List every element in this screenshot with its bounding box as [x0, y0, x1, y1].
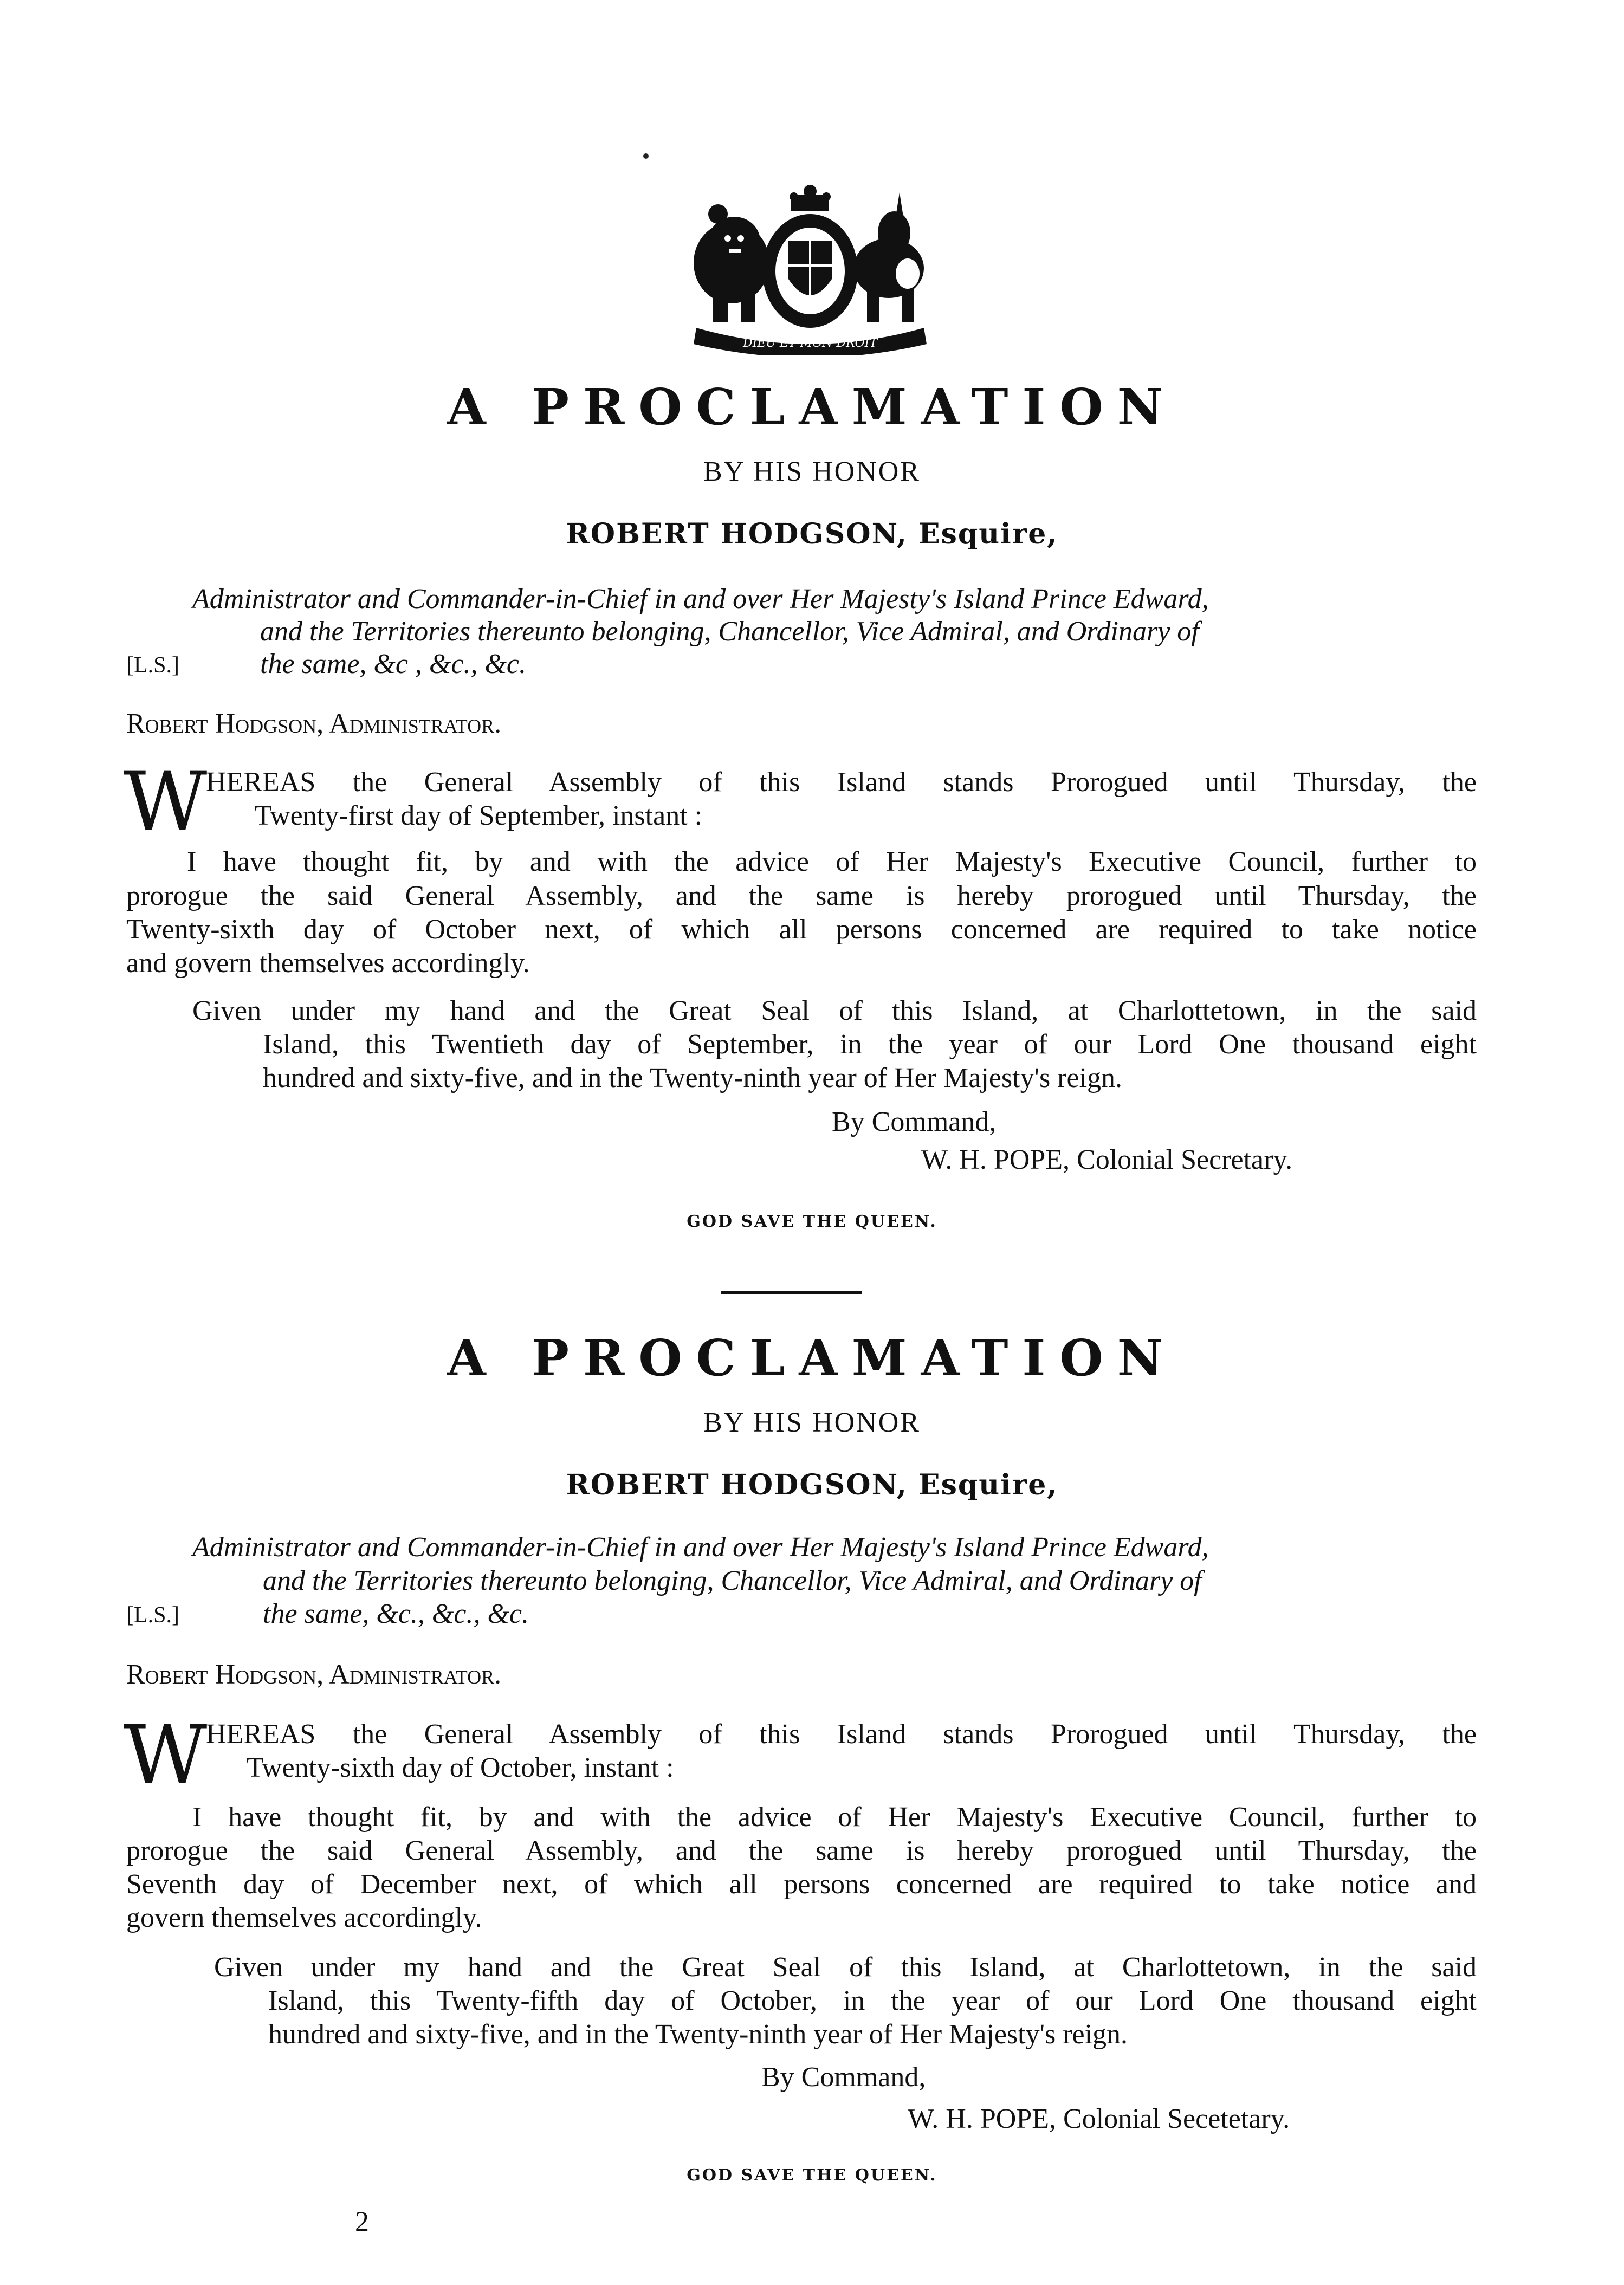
proclamation-2-given-line: Given under my hand and the Great Seal of this Island, at Charlottetown, in the said — [214, 1952, 1477, 1983]
proclamation-2-given-line: hundred and sixty-five, and in the Twenty-ninth year of Her Majesty's reign. — [268, 2019, 1128, 2050]
proclamation-1-dropcap: W — [124, 755, 208, 849]
crest-motto: DIEU ET MON DROIT — [742, 336, 878, 350]
proclamation-2-given-line: Island, this Twenty-fifth day of October, in the year of our Lord One thousand eight — [268, 1985, 1477, 2016]
proclamation-1-name: ROBERT HODGSON, Esquire, — [566, 517, 1058, 551]
proclamation-1-given-line: Given under my hand and the Great Seal of this Island, at Charlottetown, in the said — [192, 995, 1477, 1026]
proclamation-1-body-line: and govern themselves accordingly. — [126, 948, 530, 979]
proclamation-1-signed: Robert Hodgson, Administrator. — [126, 708, 502, 739]
proclamation-2-body-line: prorogue the said General Assembly, and the same is hereby prorogued until Thursday, the — [126, 1835, 1477, 1866]
proclamation-1-by-command: By Command, — [832, 1106, 997, 1137]
proclamation-2-signed: Robert Hodgson, Administrator. — [126, 1659, 502, 1690]
proclamation-2-style-line: the same, &c., &c., &c. — [263, 1598, 529, 1629]
proclamation-2-byline: BY HIS HONOR — [703, 1407, 921, 1438]
proclamation-1-style-line: Administrator and Commander-in-Chief in and over Her Majesty's Island Prince Edward, — [192, 584, 1209, 614]
proclamation-1-god-save: GOD SAVE THE QUEEN. — [687, 1212, 937, 1231]
proclamation-2-whereas-line: HEREAS the General Assembly of this Island stands Prorogued until Thursday, the — [206, 1719, 1477, 1750]
proclamation-1-seal: [L.S.] — [126, 653, 179, 678]
proclamation-2-body-line: I have thought fit, by and with the advice of Her Majesty's Executive Council, further to — [192, 1802, 1477, 1833]
proclamation-1-body-line: Twenty-sixth day of October next, of which all persons concerned are required to take notice — [126, 914, 1477, 945]
proclamation-2-name: ROBERT HODGSON, Esquire, — [566, 1468, 1058, 1501]
proclamation-2-whereas-line: Twenty-sixth day of October, instant : — [247, 1752, 674, 1783]
proclamation-1-given-line: hundred and sixty-five, and in the Twenty-ninth year of Her Majesty's reign. — [263, 1063, 1123, 1093]
page-number: 2 — [355, 2206, 369, 2237]
proclamation-2-seal: [L.S.] — [126, 1603, 179, 1628]
proclamation-1-byline: BY HIS HONOR — [703, 456, 921, 487]
proclamation-2-style-line: Administrator and Commander-in-Chief in and over Her Majesty's Island Prince Edward, — [192, 1532, 1209, 1563]
proclamation-1-given-line: Island, this Twentieth day of September, in the year of our Lord One thousand eight — [263, 1029, 1477, 1060]
stray-dot — [643, 153, 649, 159]
proclamation-1-title: A PROCLAMATION — [447, 378, 1177, 436]
proclamation-1-body-line: I have thought fit, by and with the advice of Her Majesty's Executive Council, further to — [187, 846, 1477, 877]
proclamation-2-body-line: Seventh day of December next, of which all persons concerned are required to take notice and — [126, 1869, 1477, 1900]
proclamation-2-body-line: govern themselves accordingly. — [126, 1902, 482, 1933]
proclamation-2-style-line: and the Territories thereunto belonging, Chancellor, Vice Admiral, and Ordinary of — [263, 1565, 1202, 1596]
proclamation-2-by-command: By Command, — [761, 2062, 926, 2093]
proclamation-1-secretary: W. H. POPE, Colonial Secretary. — [921, 1144, 1293, 1175]
proclamation-2-title: A PROCLAMATION — [447, 1329, 1177, 1387]
proclamation-2-secretary: W. H. POPE, Colonial Secetetary. — [908, 2103, 1290, 2134]
proclamation-1-whereas-line: HEREAS the General Assembly of this Island stands Prorogued until Thursday, the — [206, 767, 1477, 798]
royal-coat-of-arms-image — [680, 182, 940, 355]
proclamation-2-god-save: GOD SAVE THE QUEEN. — [687, 2166, 937, 2185]
section-divider — [721, 1291, 862, 1294]
proclamation-1-body-line: prorogue the said General Assembly, and the same is hereby prorogued until Thursday, the — [126, 881, 1477, 911]
proclamation-1-whereas-line: Twenty-first day of September, instant : — [255, 800, 703, 831]
proclamation-1-style-line: the same, &c , &c., &c. — [260, 649, 526, 679]
proclamation-1-style-line: and the Territories thereunto belonging, Chancellor, Vice Admiral, and Ordinary of — [260, 616, 1199, 647]
proclamation-2-dropcap: W — [124, 1708, 208, 1803]
